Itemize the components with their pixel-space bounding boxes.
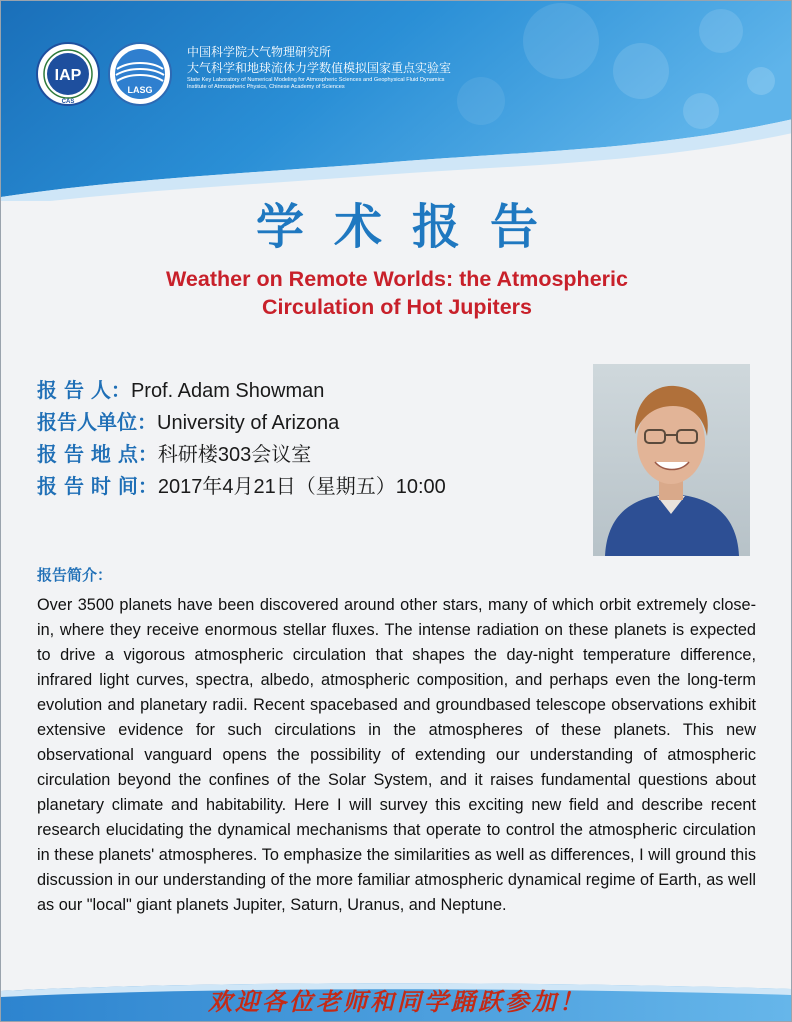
institution-name-en: Institute of Atmospheric Physics, Chinese Academy of Sciences <box>187 84 345 90</box>
laboratory-name-cn: 大气科学和地球流体力学数值模拟国家重点实验室 <box>187 61 452 75</box>
footer-invitation: 欢迎各位老师和同学踊跃参加！ <box>208 987 586 1016</box>
speaker-photo <box>593 364 750 556</box>
time-label: 报 告 时 间： <box>37 474 158 498</box>
affiliation-row <box>37 406 446 438</box>
lasg-logo <box>107 41 173 107</box>
laboratory-name-en: State Key Laboratory of Numerical Modeling for Atmospheric Sciences and Geophysical Fluid Dynamics <box>187 77 445 83</box>
time-row <box>37 470 446 502</box>
talk-title-line1: Weather on Remote Worlds: the Atmospheric <box>166 267 628 291</box>
page-title: 学术报告 <box>255 199 568 255</box>
talk-title <box>1 265 792 321</box>
iap-logo-sub: CAS <box>61 99 75 105</box>
institution-name-cn: 中国科学院大气物理研究所 <box>187 45 332 59</box>
location-label: 报 告 地 点： <box>37 442 158 466</box>
speaker-label: 报 告 人： <box>37 378 131 402</box>
abstract-text: Over 3500 planets have been discovered around other stars, many of which orbit extremely close-in, where they receive enormous stellar fluxes. The intense radiation on these planets is expected to drive a vigorous atmospheric circulation that shapes the day-night temperature difference, infrared light curves, spectra, albedo, atmospheric composition, and perhaps even the long-term evolution and planetary radii. Recent spacebased and groundbased telescope observations exhibit extensive evidence for such circulations in the atmospheres of these planets. This new observational vanguard opens the possibility of extending our understanding of atmospheric circulation beyond the confines of the Solar System, and it raises fundamental questions about planetary climate and habitability. Here I will survey this exciting new field and describe recent research elucidating the dynamical mechanisms that operate to control the atmospheric circulation in these planets' atmospheres. To emphasize the similarities as well as differences, I will ground this discussion in our understanding of the more familiar atmospheric dynamical regime of Earth, as well as our "local" giant planets Jupiter, Saturn, Uranus, and Neptune. <box>37 596 756 914</box>
speaker-value: Prof. Adam Showman <box>130 380 325 402</box>
speaker-row <box>37 374 446 406</box>
location-row <box>37 438 446 470</box>
abstract-heading: 报告简介： <box>37 566 113 584</box>
institution-block <box>187 45 451 91</box>
talk-title-line2: Circulation of Hot Jupiters <box>262 295 532 319</box>
iap-logo <box>35 41 101 107</box>
location-value: 科研楼303会议室 <box>157 444 312 466</box>
affiliation-value: University of Arizona <box>157 412 340 434</box>
lasg-logo-text: LASG <box>127 85 153 95</box>
talk-info <box>37 374 446 502</box>
iap-logo-text: IAP <box>54 67 82 84</box>
time-value: 2017年4月21日（星期五）10:00 <box>157 476 446 498</box>
affiliation-label: 报告人单位： <box>37 410 157 434</box>
